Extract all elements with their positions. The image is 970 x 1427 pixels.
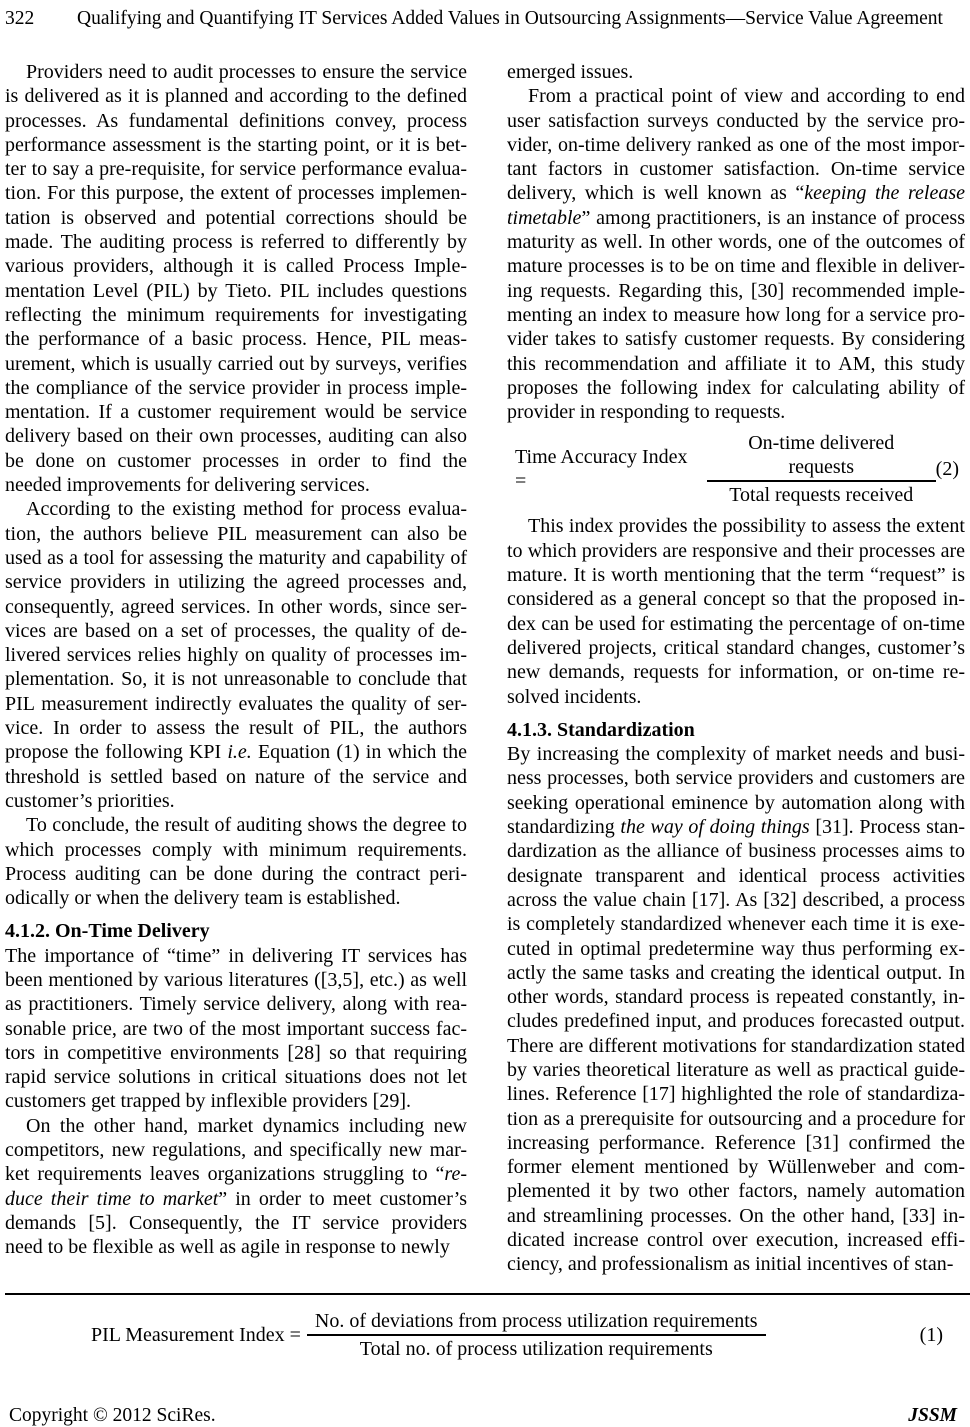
text-line: ness processes, both service providers and customers are [507,767,965,790]
text-line: by varies theoretical literature as well as practical guide- [507,1058,965,1081]
text-line: To conclude, the result of auditing shows the degree to [26,814,467,837]
page-number: 322 [5,8,35,29]
text-line: delivery based on their own processes, auditing can also [5,425,467,448]
equation-label: (1) [919,1323,943,1346]
text-line: menting an index to measure how long for a service pro- [507,303,965,326]
equation-fraction [307,1309,766,1361]
text-line: been mentioned by various literatures ([3,5], etc.) as well [5,968,467,991]
text-line: propose the following KPI i.e. Equation (1) in which the [5,741,467,764]
copyright-row [5,1405,965,1427]
text-line: On the other hand, market dynamics including new [26,1114,467,1137]
text-line: emerged issues. [507,61,634,83]
italic-text: duce their time to market [5,1187,219,1210]
italic-text: timetable [507,206,582,229]
paragraph [5,813,467,910]
text-line: vice. In order to assess the result of PIL, the authors [5,717,467,740]
text-line: rapid service solutions in critical situations does not let [5,1066,467,1089]
equation-lhs: PIL Measurement Index = [91,1323,301,1346]
text-line: According to the existing method for process evalua- [26,498,467,521]
paragraph [5,497,467,813]
text-line: dardization as the alliance of business processes aims to [507,840,965,863]
text-line: plemented it by two other factors, namely automation [507,1180,965,1203]
text-line: tion as a prerequisite for outsourcing and a procedure for [507,1107,965,1130]
text-line: tors in competitive environments [28] so that requiring [5,1041,467,1064]
text-line: vices are based on a set of processes, the quality of de- [5,619,467,642]
text-line: across the value chain [17]. As [32] described, a process [507,888,965,911]
text-line: The importance of “time” in delivering IT services has [5,944,467,967]
text-line: timetable” among practitioners, is an instance of process [507,206,965,229]
text-line: the compliance of the service provider in process imple- [5,376,467,399]
column-right [507,60,965,1277]
text-line: ciency, and professionalism as initial incentives of stan- [507,1253,954,1276]
column-left [5,60,467,1277]
text-line: tion. For this purpose, the extent of processes implemen- [5,182,467,205]
equation-label: (2) [935,458,959,481]
paragraph [507,742,965,1277]
text-line: this recommendation and affiliate it to AM, this study [507,352,965,375]
equation-fraction [707,431,936,507]
paragraph [507,514,965,708]
text-line: be done on customer processes in order to find the [5,449,467,472]
text-line: vider takes to satisfy customer requests. By considering [507,328,965,351]
section-heading: 4.1.2. On-Time Delivery [5,920,210,943]
equation-numerator: No. of deviations from process utilization requirements [314,1309,758,1332]
text-line: various providers, although it is called Process Imple- [5,255,467,278]
text-line: and streamlining processes. On the other hand, [33] in- [507,1204,965,1227]
equation-denominator: Total requests received [707,480,936,507]
italic-text: keeping the release [804,182,965,205]
text-line: former element mentioned by Wüllenweber and com- [507,1156,965,1179]
text-line: designate transparent and identical process activities [507,864,965,887]
text-line: need to be flexible as well as agile in response to newly [5,1236,450,1259]
text-line: tion, the authors believe PIL measurement can also be [5,522,467,545]
text-line: demands [5]. Consequently, the IT service providers [5,1211,467,1234]
journal-abbrev: JSSM [908,1404,957,1426]
text-line: PIL measurement indirectly evaluates the quality of ser- [5,692,467,715]
equation-numerator: On-time delivered requests [748,432,895,479]
text-line: needed improvements for delivering services. [5,474,370,497]
text-line: customer’s priorities. [5,789,175,812]
text-line: as practitioners. Timely service delivery, along with rea- [5,993,467,1016]
text-line: is completely standardized whenever each time it is exe- [507,913,965,936]
text-line: dicated increase control over execution, increased effi- [507,1229,965,1252]
text-line: used as a tool for assessing the maturity and capability of [5,546,467,569]
paragraph [5,60,467,497]
running-title: Qualifying and Quantifying IT Services Added Values in Outsourcing Assignments—Service Value Agreement [77,8,943,29]
text-line: ket requirements leaves organizations struggling to “re- [5,1163,467,1186]
text-line: tant factors in customer satisfaction. On-time service [507,158,965,181]
text-line: processes. As fundamental definitions convey, process [5,109,467,132]
text-line: maturity as well. In other words, one of the outcomes of [507,231,965,254]
paragraph [5,944,467,1114]
copyright-notice: Copyright © 2012 SciRes. [9,1404,216,1426]
equation-1 [5,1309,965,1361]
text-line: threshold is settled based on nature of the service and [5,765,467,788]
text-line: provider in responding to requests. [507,401,786,424]
text-line: considered as a general concept so that the proposed in- [507,588,965,611]
text-line: Providers need to audit processes to ensure the service [26,61,467,83]
text-line: ter to say a pre-requisite, for service performance evalua- [5,158,467,181]
footer-rule [5,1293,970,1295]
page-header [5,6,965,32]
italic-text: the way of doing things [620,816,810,839]
text-line: dex can be used for estimating the percentage of on-time [507,612,965,635]
text-line: lines. Reference [17] highlighted the role of standardiza- [507,1083,965,1106]
text-line: Process auditing can be done during the contract peri- [5,862,467,885]
italic-text: re- [444,1163,467,1186]
text-line: which processes comply with minimum requirements. [5,838,467,861]
text-line: made. The auditing process is referred to differently by [5,231,467,254]
text-line: standardizing the way of doing things [31]. Process stan- [507,816,965,839]
text-line: delivery, which is well known as “keeping the release [507,182,965,205]
text-line: From a practical point of view and according to end [528,85,965,108]
text-line: duce their time to market” in order to meet customer’s [5,1187,467,1210]
text-line: to which providers are responsive and their processes are [507,539,965,562]
text-line: vider, on-time delivery ranked as one of the most impor- [507,133,965,156]
page-footer [5,1293,965,1427]
text-line: mentation. If a customer requirement would be service [5,401,467,424]
text-line: urement, which is usually carried out by surveys, verifies [5,352,467,375]
text-line: ing requests. Regarding this, [30] recommended imple- [507,279,965,302]
text-line: seeking operational eminence by automation along with [507,791,965,814]
text-line: delivered projects, critical standard changes, customer’s [507,636,965,659]
text-line: odically or when the delivery team is established. [5,887,401,910]
paragraph [507,84,965,424]
text-line: actly the same tasks and creating the identical output. In [507,961,965,984]
paragraph [507,60,965,84]
text-line: This index provides the possibility to assess the extent [528,515,965,538]
text-line: cludes predefined input, and produces forecasted output. [507,1010,965,1033]
equation-denominator: Total no. of process utilization requirements [307,1334,766,1361]
text-line: competitors, new regulations, and specifically new mar- [5,1139,467,1162]
italic-text: i.e. [227,741,252,764]
text-line: sonable price, are two of the most important success fac- [5,1017,467,1040]
text-line: livered services relies highly on quality of processes im- [5,644,467,667]
body-columns [5,60,965,1277]
text-line: mature processes is to be on time and flexible in deliver- [507,255,965,278]
text-line: new demands, requests for information, or on-time re- [507,661,965,684]
text-line: mature. It is worth mentioning that the term “request” is [507,564,965,587]
text-line: user satisfaction surveys conducted by the service pro- [507,109,965,132]
text-line: tation is observed and potential corrections should be [5,206,467,229]
text-line: By increasing the complexity of market needs and busi- [507,743,965,766]
text-line: customers get trapped by inflexible providers [29]. [5,1090,411,1113]
text-line: consequently, agreed services. In other words, since ser- [5,595,467,618]
text-line: reflecting the minimum requirements for investigating [5,303,467,326]
text-line: There are different motivations for standardization stated [507,1034,965,1057]
text-line: is delivered as it is planned and according to the defined [5,85,467,108]
text-line: cuted in optimal predetermine way thus performing ex- [507,937,965,960]
text-line: proposes the following index for calculating ability of [507,376,965,399]
text-line: increasing performance. Reference [31] confirmed the [507,1131,965,1154]
text-line: service providers in utilizing the agreed processes and, [5,571,467,594]
text-line: performance assessment is the starting point, or it is bet- [5,133,467,156]
text-line: mentation Level (PIL) by Tieto. PIL includes questions [5,279,467,302]
text-line: the performance of a basic process. Hence, PIL meas- [5,328,467,351]
section-heading: 4.1.3. Standardization [507,718,695,741]
text-line: other words, standard process is repeated constantly, in- [507,986,965,1009]
text-line: plementation. So, it is not unreasonable to conclude that [5,668,467,691]
equation-lhs: Time Accuracy Index = [515,446,688,493]
text-line: solved incidents. [507,685,642,708]
equation-2 [515,431,965,507]
paragraph [5,1114,467,1260]
